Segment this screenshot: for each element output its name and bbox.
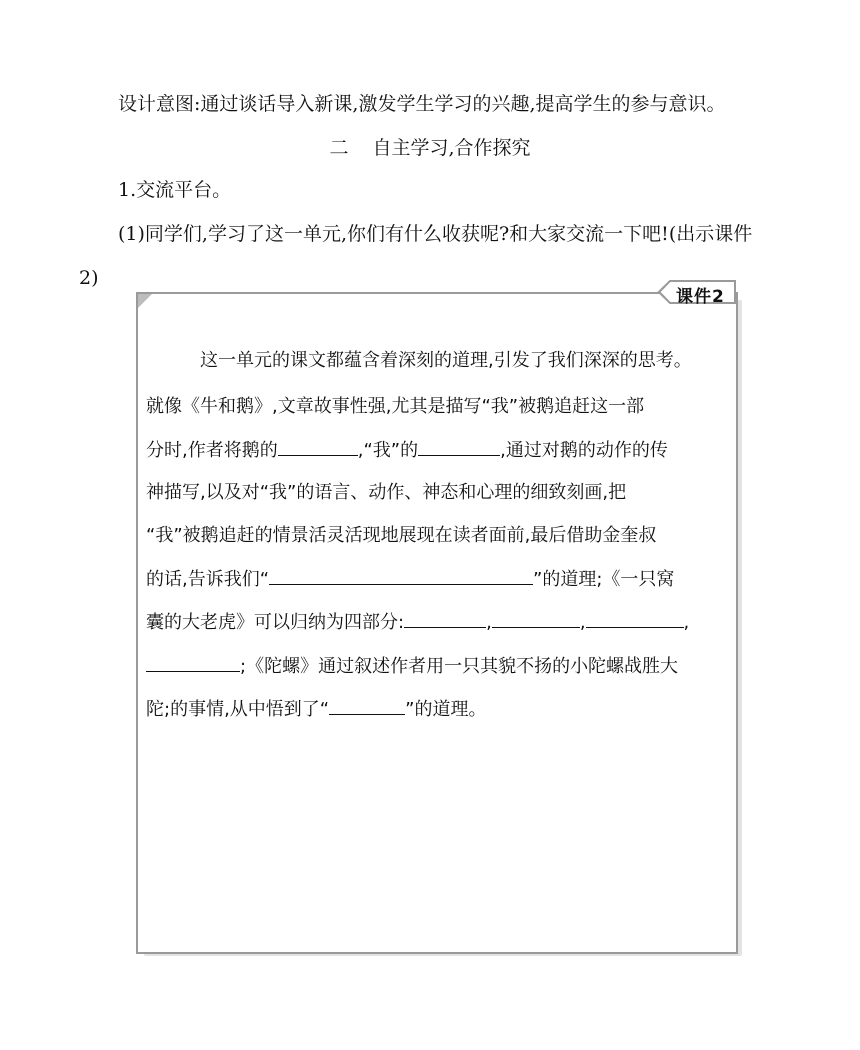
item-1-sub-question-continued: 2) xyxy=(79,267,99,289)
blank-part-4[interactable] xyxy=(146,654,240,672)
card-line-6 xyxy=(146,567,674,592)
card-line-9b: ”的道理。 xyxy=(405,699,487,720)
card-line-7c: , xyxy=(579,612,586,633)
item-1-sub-question: (1)同学们,学习了这一单元,你们有什么收获呢?和大家交流一下吧!(出示课件 xyxy=(118,223,753,245)
courseware-tab xyxy=(656,280,736,307)
blank-top-lesson[interactable] xyxy=(329,697,405,715)
card-line-5: “我”被鹅追赶的情景活灵活现地展现在读者面前,最后借助金奎叔 xyxy=(146,525,657,546)
courseware-tab-label: 课件2 xyxy=(676,287,725,307)
card-line-1: 这一单元的课文都蕴含着深刻的道理,引发了我们深深的思考。 xyxy=(200,350,692,371)
card-line-7b: , xyxy=(486,612,492,633)
blank-part-3[interactable] xyxy=(586,610,684,628)
card-line-7d: , xyxy=(683,612,690,633)
card-line-8a: ;《陀螺》通过叙述作者用一只其貌不扬的小陀螺战胜大 xyxy=(240,656,679,677)
section-heading xyxy=(0,136,860,160)
card-line-2: 就像《牛和鹅》,文章故事性强,尤其是描写“我”被鹅追赶这一部 xyxy=(146,396,645,417)
design-intent-text: 设计意图:通过谈话导入新课,激发学生学习的兴趣,提高学生的参与意识。 xyxy=(118,93,726,115)
card-line-4: 神描写,以及对“我”的语言、动作、神态和心理的细致刻画,把 xyxy=(146,482,627,503)
card-line-9a: 陀;的事情,从中悟到了“ xyxy=(146,699,330,720)
item-1-title: 1.交流平台。 xyxy=(118,179,232,201)
blank-goose-action[interactable] xyxy=(278,438,358,456)
blank-part-1[interactable] xyxy=(404,610,486,628)
card-line-3c: ,通过对鹅的动作的传 xyxy=(500,440,668,461)
blank-lesson-moral[interactable] xyxy=(269,567,533,585)
blank-part-2[interactable] xyxy=(492,610,580,628)
card-line-6b: ”的道理;《一只窝 xyxy=(533,569,675,590)
card-line-3b: ,“我”的 xyxy=(357,440,419,461)
card-line-7a: 囊的大老虎》可以归纳为四部分: xyxy=(146,612,405,633)
card-line-3 xyxy=(146,438,668,463)
card-line-7 xyxy=(146,610,689,635)
card-line-6a: 的话,告诉我们“ xyxy=(146,569,270,590)
section-title: 自主学习,合作探究 xyxy=(372,137,531,159)
blank-my-reaction[interactable] xyxy=(418,438,500,456)
card-line-9 xyxy=(146,697,486,722)
card-line-3a: 分时,作者将鹅的 xyxy=(146,440,278,461)
section-number: 二 xyxy=(329,137,349,159)
card-line-8 xyxy=(146,654,678,679)
card-corner-fold xyxy=(138,294,152,308)
